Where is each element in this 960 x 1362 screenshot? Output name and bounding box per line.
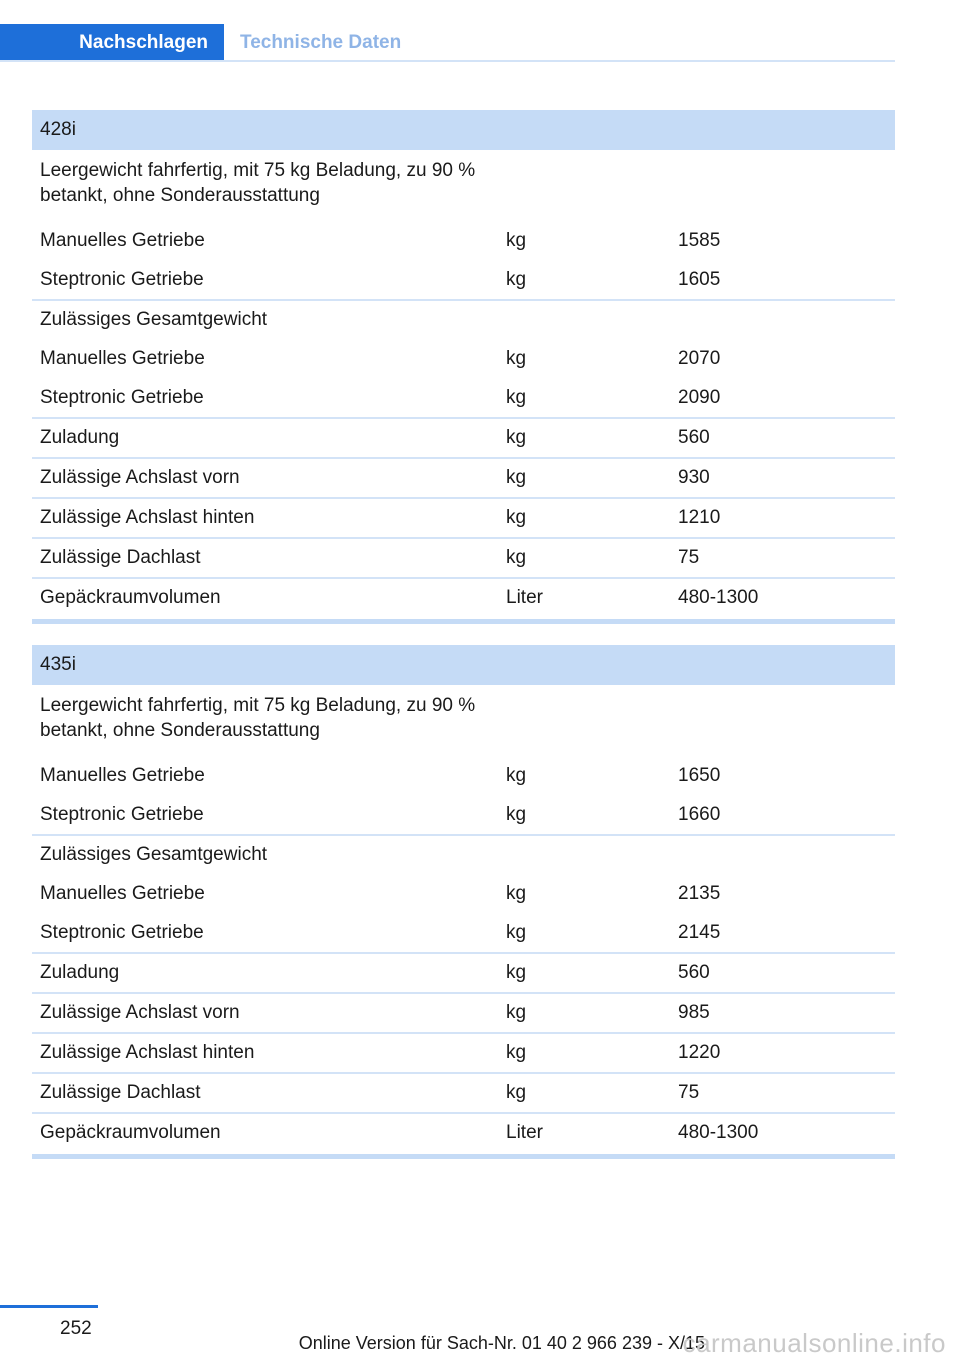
- row-label: Zuladung: [40, 427, 120, 448]
- page-number: 252: [60, 1318, 92, 1339]
- table-row: [32, 795, 895, 834]
- row-label: Zulässiges Gesamtgewicht: [40, 309, 268, 330]
- row-label: Gepäckraumvolumen: [40, 587, 221, 608]
- row-value: 1605: [678, 268, 721, 290]
- row-value: 1660: [678, 803, 721, 825]
- row-label: Zulässige Achslast hinten: [40, 1042, 255, 1063]
- row-label: Manuelles Getriebe: [40, 229, 205, 251]
- row-value: 1210: [678, 507, 721, 528]
- row-unit: kg: [506, 547, 527, 568]
- row-label: Zulässige Achslast vorn: [40, 1002, 240, 1023]
- row-label: Steptronic Getriebe: [40, 803, 204, 825]
- spec-table-428i: [32, 110, 895, 624]
- tab-nachschlagen[interactable]: Nachschlagen: [0, 24, 224, 62]
- table-row: [32, 1112, 895, 1152]
- row-unit: kg: [506, 882, 527, 904]
- table-row: [32, 339, 895, 378]
- row-unit: kg: [506, 1082, 527, 1103]
- row-unit: Liter: [506, 1122, 543, 1143]
- row-label: Leergewicht fahrfertig, mit 75 kg Beladung, zu 90 % betankt, ohne Sonderausstattung: [40, 695, 476, 741]
- table-row: [32, 457, 895, 497]
- row-unit: kg: [506, 467, 527, 488]
- row-unit: kg: [506, 386, 527, 408]
- row-label: Manuelles Getriebe: [40, 882, 205, 904]
- row-value: 75: [678, 547, 700, 568]
- row-unit: kg: [506, 962, 527, 983]
- row-label: Zulässiges Gesamtgewicht: [40, 844, 268, 865]
- row-value: 1650: [678, 764, 721, 786]
- header-divider: [0, 60, 895, 62]
- table-row: [32, 221, 895, 260]
- table-row: [32, 756, 895, 795]
- row-value: 480-1300: [678, 587, 759, 608]
- row-unit: kg: [506, 427, 527, 448]
- row-label: Manuelles Getriebe: [40, 347, 205, 369]
- table-row: [32, 417, 895, 457]
- row-value: 2135: [678, 882, 721, 904]
- row-value: 2145: [678, 921, 721, 943]
- table-row: [32, 577, 895, 617]
- row-value: 2090: [678, 386, 721, 408]
- row-value: 1220: [678, 1042, 721, 1063]
- page-header: [0, 24, 895, 62]
- table-title: 428i: [32, 110, 895, 150]
- row-value: 1585: [678, 229, 721, 251]
- row-label: Zulässige Achslast vorn: [40, 467, 240, 488]
- table-row: [32, 992, 895, 1032]
- table-title: 435i: [32, 645, 895, 685]
- footer-accent-line: [0, 1305, 98, 1308]
- spec-table-435i: [32, 645, 895, 1159]
- row-unit: Liter: [506, 587, 543, 608]
- row-unit: kg: [506, 1042, 527, 1063]
- table-row: [32, 299, 895, 339]
- table-row: [32, 874, 895, 913]
- row-value: 985: [678, 1002, 710, 1023]
- row-unit: kg: [506, 229, 527, 251]
- row-label: Zulässige Dachlast: [40, 1082, 201, 1103]
- table-row: [32, 378, 895, 417]
- row-label: Leergewicht fahrfertig, mit 75 kg Beladung, zu 90 % betankt, ohne Sonderausstattung: [40, 160, 476, 206]
- row-unit: kg: [506, 1002, 527, 1023]
- row-label: Zulässige Achslast hinten: [40, 507, 255, 528]
- table-footer-bar: [32, 1154, 895, 1159]
- tab-technische-daten[interactable]: Technische Daten: [240, 32, 402, 53]
- table-row: [32, 150, 895, 221]
- table-footer-bar: [32, 619, 895, 624]
- watermark: carmanualsonline.info: [682, 1328, 946, 1358]
- row-label: Steptronic Getriebe: [40, 386, 204, 408]
- row-unit: kg: [506, 764, 527, 786]
- table-row: [32, 537, 895, 577]
- table-row: [32, 834, 895, 874]
- table-row: [32, 497, 895, 537]
- row-unit: kg: [506, 803, 527, 825]
- online-version-note: Online Version für Sach-Nr. 01 40 2 966 239 - X/15: [298, 1333, 705, 1353]
- table-row: [32, 685, 895, 756]
- row-value: 75: [678, 1082, 700, 1103]
- table-row: [32, 1072, 895, 1112]
- row-value: 480-1300: [678, 1122, 759, 1143]
- row-label: Gepäckraumvolumen: [40, 1122, 221, 1143]
- row-unit: kg: [506, 347, 527, 369]
- row-label: Zulässige Dachlast: [40, 547, 201, 568]
- row-unit: kg: [506, 268, 527, 290]
- row-unit: kg: [506, 507, 527, 528]
- row-value: 930: [678, 467, 710, 488]
- row-label: Steptronic Getriebe: [40, 921, 204, 943]
- row-label: Zuladung: [40, 962, 120, 983]
- row-label: Manuelles Getriebe: [40, 764, 205, 786]
- row-value: 2070: [678, 347, 721, 369]
- row-label: Steptronic Getriebe: [40, 268, 204, 290]
- table-row: [32, 260, 895, 299]
- table-row: [32, 952, 895, 992]
- table-row: [32, 1032, 895, 1072]
- table-row: [32, 913, 895, 952]
- row-unit: kg: [506, 921, 527, 943]
- row-value: 560: [678, 962, 710, 983]
- row-value: 560: [678, 427, 710, 448]
